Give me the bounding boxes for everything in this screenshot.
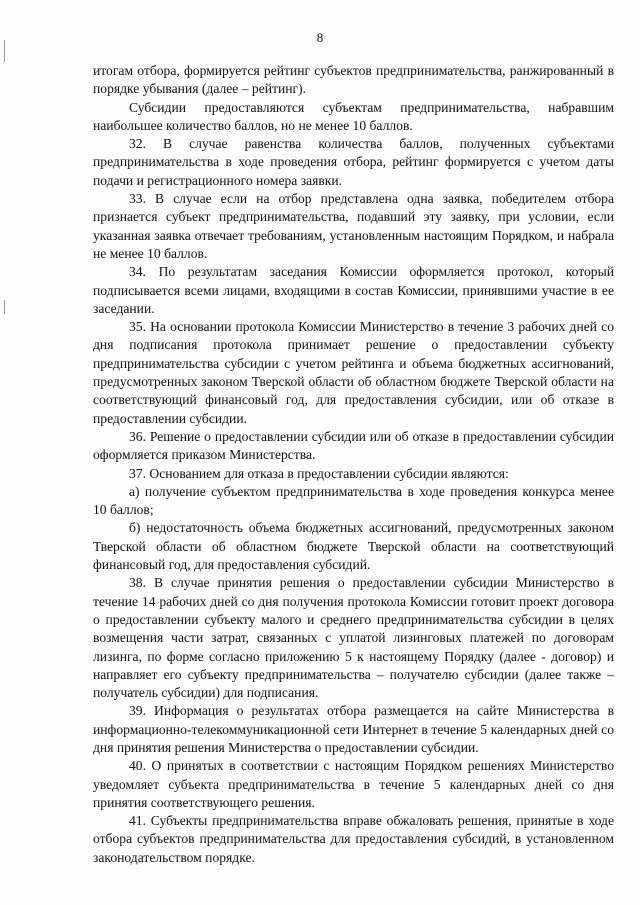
scan-edge-mark: [4, 300, 5, 314]
paragraph-35: 35. На основании протокола Комиссии Министерство в течение 3 рабочих дней со дня подписания протокола принимает решение о предоставлении субъекту предпринимательства субсидии с учетом рейтинга и объема бюджетных ассигнований, предусмотренных законом Тверской области об областном бюджете Тверской области на соответствующий финансовый год, для предоставления субсидии, или об отказе в предоставлении субсидии.: [93, 319, 614, 426]
paragraph-40: 40. О принятых в соответствии с настоящим Порядком решениях Министерство уведомляет субъекта предпринимательства в течение 5 календарных дней со дня принятия соответствующего решения.: [93, 758, 614, 810]
paragraph-subsidy-recipients: Субсидии предоставляются субъектам предпринимательства, набравшим наибольшее количество баллов, но не менее 10 баллов.: [93, 99, 614, 133]
page-number: 8: [316, 30, 324, 45]
document-body: [93, 62, 614, 867]
paragraph-39: 39. Информация о результатах отбора размещается на сайте Министерства в информационно-телекоммуникационной сети Интернет в течение 5 календарных дней со дня принятия решения Министерства о предоставлении субсидии.: [93, 703, 614, 755]
paragraph-continuation: итогам отбора, формируется рейтинг субъектов предпринимательства, ранжированный в порядке убывания (далее – рейтинг).: [93, 63, 614, 97]
paragraph-38: 38. В случае принятия решения о предоставлении субсидии Министерство в течение 14 рабочих дней со дня получения протокола Комиссии готовит проект договора о предоставлении субъекту малого и среднего предпринимательства субсидии в целях возмещения части затрат, связанных с уплатой лизинговых платежей по договорам лизинга, по форме согласно приложению 5 к настоящему Порядку (далее - договор) и направляет его субъекту предпринимательства – получателю субсидии (далее также – получатель субсидии) для подписания.: [93, 575, 614, 701]
paragraph-41: 41. Субъекты предпринимательства вправе обжаловать решения, принятые в ходе отбора субъектов предпринимательства для предоставления субсидий, в установленном законодательством порядке.: [93, 813, 614, 865]
paragraph-32: 32. В случае равенства количества баллов, полученных субъектами предпринимательства в ходе проведения отбора, рейтинг формируется с учетом даты подачи и регистрационного номера заявки.: [93, 136, 614, 188]
paragraph-37: 37. Основанием для отказа в предоставлении субсидии являются:: [129, 465, 509, 481]
paragraph-37-b: б) недостаточность объема бюджетных ассигнований, предусмотренных законом Тверской области об областном бюджете Тверской области на соответствующий финансовый год, для предоставления субсидий.: [93, 520, 614, 573]
paragraph-37-a: а) получение субъектом предпринимательства в ходе проведения конкурса менее 10 баллов;: [93, 483, 614, 518]
paragraph-34: 34. По результатам заседания Комиссии оформляется протокол, который подписывается всеми лицами, входящими в состав Комиссии, принявшими участие в ее заседании.: [93, 264, 614, 316]
paragraph-33: 33. В случае если на отбор представлена одна заявка, победителем отбора признается субъект предпринимательства, подавший эту заявку, при условии, если указанная заявка отвечает требованиям, установленным настоящим Порядком, и набрала не менее 10 баллов.: [93, 191, 614, 261]
paragraph-36: 36. Решение о предоставлении субсидии или об отказе в предоставлении субсидии оформляется приказом Министерства.: [93, 428, 614, 463]
